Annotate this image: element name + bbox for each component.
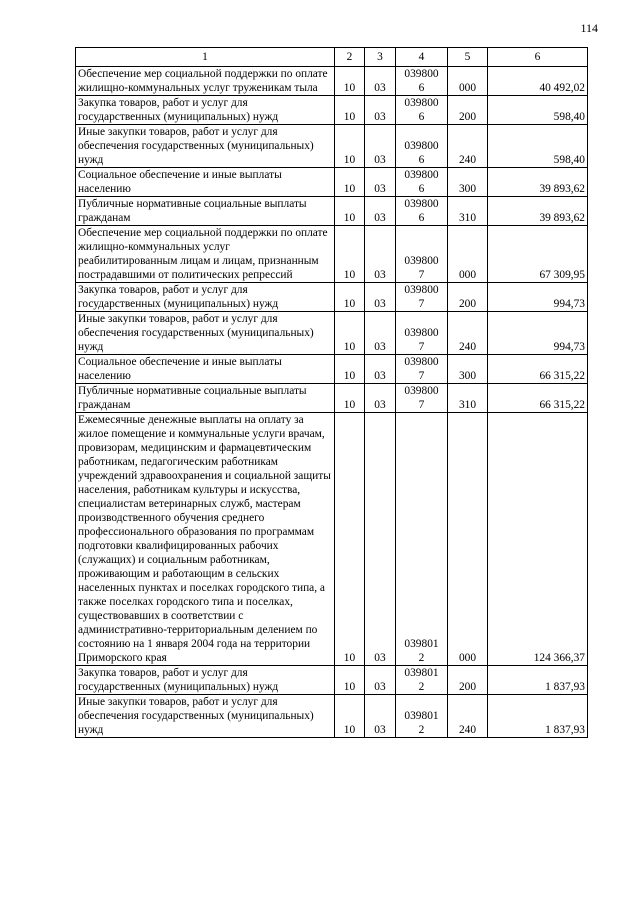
row-type: 200 <box>448 283 488 312</box>
col-header-sum: 6 <box>488 48 588 67</box>
row-code <box>396 168 448 197</box>
row-type: 000 <box>448 413 488 666</box>
row-subsection: 03 <box>365 355 396 384</box>
table-row <box>76 355 588 384</box>
table-row <box>76 312 588 355</box>
row-code <box>396 197 448 226</box>
row-code-line1: 039800 <box>404 169 439 181</box>
col-header-subsection: 3 <box>365 48 396 67</box>
row-section: 10 <box>335 168 365 197</box>
table-row <box>76 384 588 413</box>
row-name: Иные закупки товаров, работ и услуг для обеспечения государственных (муниципальных) нужд <box>76 125 335 168</box>
row-section: 10 <box>335 197 365 226</box>
row-type: 200 <box>448 96 488 125</box>
row-code <box>396 67 448 96</box>
row-section: 10 <box>335 695 365 738</box>
table-row <box>76 695 588 738</box>
row-name: Обеспечение мер социальной поддержки по оплате жилищно-коммунальных услуг реабилитированным лицам и лицам, признанным пострадавшими от политических репрессий <box>76 226 335 283</box>
row-code-line1: 039800 <box>404 385 439 397</box>
row-code <box>396 125 448 168</box>
row-code-line1: 039800 <box>404 255 439 267</box>
row-code-line1: 039800 <box>404 140 439 152</box>
row-name: Социальное обеспечение и иные выплаты населению <box>76 168 335 197</box>
row-subsection: 03 <box>365 384 396 413</box>
row-name: Ежемесячные денежные выплаты на оплату за жилое помещение и коммунальные услуги врачам, провизорам, медицинским и фармацевтическим работникам, педагогическим работникам учреждений здравоохранения и социальной защиты населения, работникам культуры и искусства, специалистам ветеринарных служб, мастерам производственного обучения среднего профессионального образования по программам подготовки квалифицированных рабочих (служащих) и социальным работникам, проживающим и работающим в сельских населенных пунктах и поселках городского типа, а также поселках городского типа и поселках, существовавших в соответствии с административно-территориальным делением по состоянию на 1 января 2004 года на территории Приморского края <box>76 413 335 666</box>
table-row <box>76 168 588 197</box>
row-code-line2: 2 <box>418 652 425 664</box>
row-subsection: 03 <box>365 283 396 312</box>
row-sum: 40 492,02 <box>488 67 588 96</box>
row-section: 10 <box>335 413 365 666</box>
row-code-line2: 2 <box>418 724 425 736</box>
row-name: Закупка товаров, работ и услуг для государственных (муниципальных) нужд <box>76 96 335 125</box>
row-subsection: 03 <box>365 413 396 666</box>
row-sum: 66 315,22 <box>488 384 588 413</box>
row-code-line2: 6 <box>418 111 425 123</box>
row-subsection: 03 <box>365 695 396 738</box>
row-code-line1: 039801 <box>404 667 439 679</box>
col-header-name: 1 <box>76 48 335 67</box>
row-sum: 1 837,93 <box>488 695 588 738</box>
table-row <box>76 197 588 226</box>
row-code-line1: 039800 <box>404 198 439 210</box>
row-code <box>396 695 448 738</box>
row-sum: 994,73 <box>488 312 588 355</box>
row-code-line2: 7 <box>418 370 425 382</box>
row-type: 000 <box>448 67 488 96</box>
row-code-line1: 039800 <box>404 356 439 368</box>
row-section: 10 <box>335 355 365 384</box>
row-section: 10 <box>335 226 365 283</box>
row-type: 240 <box>448 312 488 355</box>
row-sum: 39 893,62 <box>488 197 588 226</box>
row-name: Иные закупки товаров, работ и услуг для обеспечения государственных (муниципальных) нужд <box>76 312 335 355</box>
table-row <box>76 226 588 283</box>
row-subsection: 03 <box>365 312 396 355</box>
row-sum: 66 315,22 <box>488 355 588 384</box>
row-subsection: 03 <box>365 125 396 168</box>
row-code-line2: 6 <box>418 154 425 166</box>
budget-table <box>75 47 588 738</box>
row-section: 10 <box>335 666 365 695</box>
row-code-line1: 039800 <box>404 284 439 296</box>
row-code-line2: 7 <box>418 399 425 411</box>
table-row <box>76 67 588 96</box>
row-code-line1: 039801 <box>404 638 439 650</box>
row-section: 10 <box>335 96 365 125</box>
row-code-line1: 039800 <box>404 97 439 109</box>
row-section: 10 <box>335 384 365 413</box>
row-code-line1: 039800 <box>404 327 439 339</box>
row-type: 300 <box>448 168 488 197</box>
row-subsection: 03 <box>365 226 396 283</box>
row-code-line1: 039800 <box>404 68 439 80</box>
table-row <box>76 666 588 695</box>
row-type: 310 <box>448 197 488 226</box>
row-type: 240 <box>448 695 488 738</box>
row-name: Иные закупки товаров, работ и услуг для обеспечения государственных (муниципальных) нужд <box>76 695 335 738</box>
table-header-row <box>76 48 588 67</box>
row-name: Обеспечение мер социальной поддержки по оплате жилищно-коммунальных услуг труженикам тыла <box>76 67 335 96</box>
row-subsection: 03 <box>365 197 396 226</box>
row-code-line2: 6 <box>418 183 425 195</box>
row-name: Закупка товаров, работ и услуг для государственных (муниципальных) нужд <box>76 666 335 695</box>
row-code-line2: 6 <box>418 82 425 94</box>
row-name: Публичные нормативные социальные выплаты гражданам <box>76 197 335 226</box>
row-code-line1: 039801 <box>404 710 439 722</box>
row-name: Публичные нормативные социальные выплаты гражданам <box>76 384 335 413</box>
row-name: Закупка товаров, работ и услуг для государственных (муниципальных) нужд <box>76 283 335 312</box>
row-code-line2: 6 <box>418 212 425 224</box>
row-name: Социальное обеспечение и иные выплаты населению <box>76 355 335 384</box>
row-type: 200 <box>448 666 488 695</box>
row-code <box>396 283 448 312</box>
row-sum: 39 893,62 <box>488 168 588 197</box>
row-section: 10 <box>335 283 365 312</box>
row-sum: 598,40 <box>488 96 588 125</box>
row-subsection: 03 <box>365 666 396 695</box>
row-code-line2: 2 <box>418 681 425 693</box>
row-section: 10 <box>335 125 365 168</box>
row-subsection: 03 <box>365 96 396 125</box>
row-code <box>396 666 448 695</box>
col-header-section: 2 <box>335 48 365 67</box>
row-section: 10 <box>335 67 365 96</box>
row-type: 310 <box>448 384 488 413</box>
table-row <box>76 96 588 125</box>
table-row <box>76 125 588 168</box>
page-number: 114 <box>580 21 598 35</box>
row-sum: 598,40 <box>488 125 588 168</box>
row-sum: 67 309,95 <box>488 226 588 283</box>
row-code-line2: 7 <box>418 269 425 281</box>
row-sum: 1 837,93 <box>488 666 588 695</box>
col-header-type: 5 <box>448 48 488 67</box>
table-row <box>76 283 588 312</box>
row-code <box>396 355 448 384</box>
row-sum: 124 366,37 <box>488 413 588 666</box>
row-type: 000 <box>448 226 488 283</box>
col-header-code: 4 <box>396 48 448 67</box>
row-code-line2: 7 <box>418 298 425 310</box>
row-code <box>396 384 448 413</box>
table-row <box>76 413 588 666</box>
row-code <box>396 226 448 283</box>
row-type: 300 <box>448 355 488 384</box>
row-code <box>396 312 448 355</box>
row-code <box>396 96 448 125</box>
row-subsection: 03 <box>365 67 396 96</box>
row-code <box>396 413 448 666</box>
row-code-line2: 7 <box>418 341 425 353</box>
row-subsection: 03 <box>365 168 396 197</box>
row-sum: 994,73 <box>488 283 588 312</box>
row-type: 240 <box>448 125 488 168</box>
row-section: 10 <box>335 312 365 355</box>
